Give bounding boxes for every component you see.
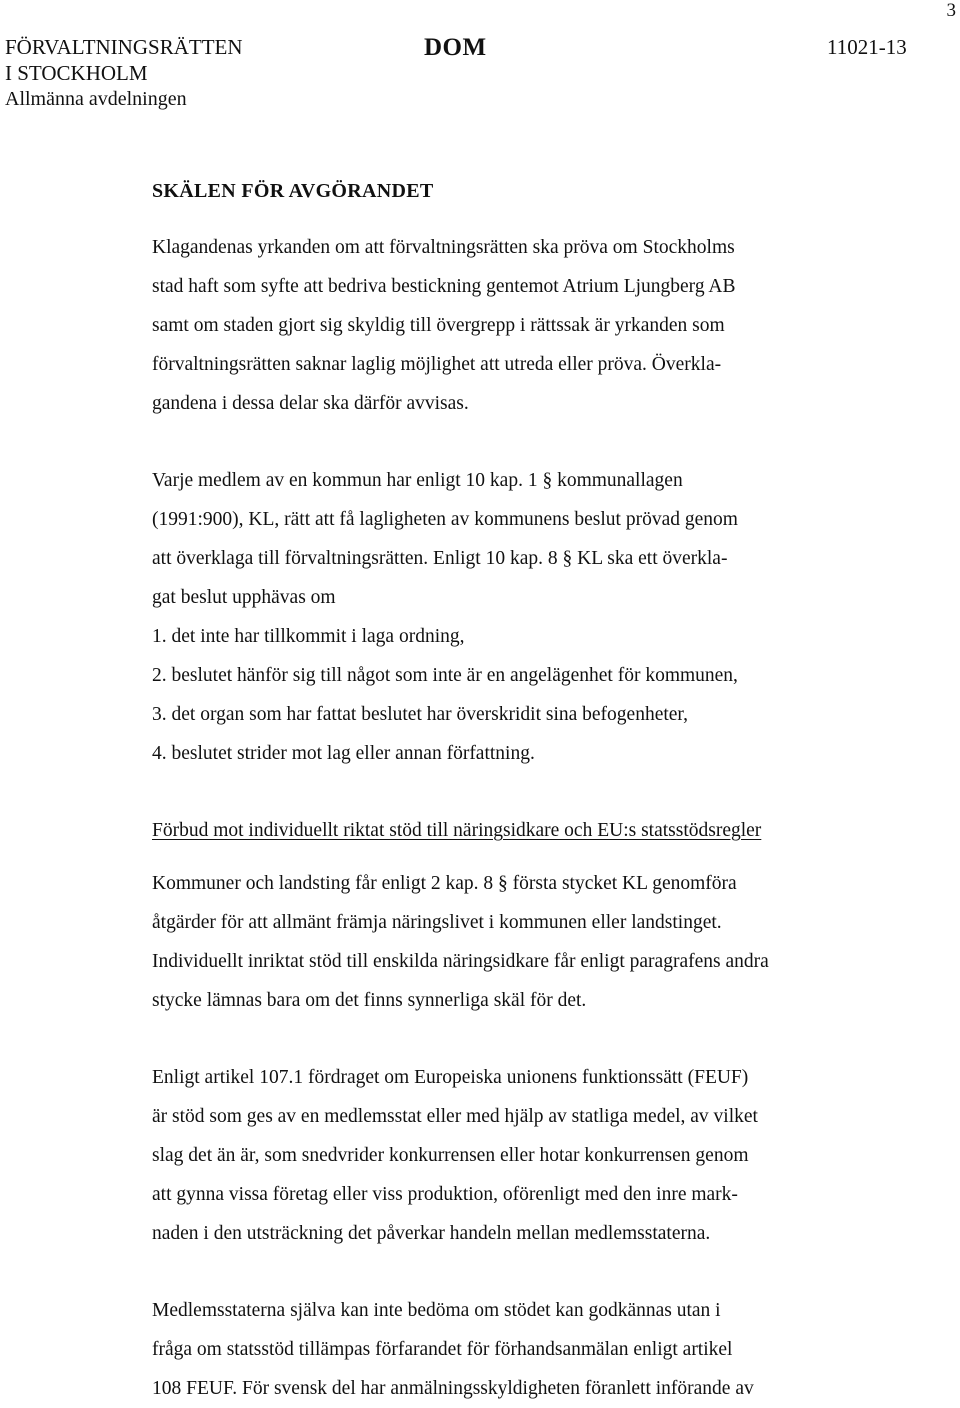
text-line: Kommuner och landsting får enligt 2 kap. 8 § första stycket KL genomföra [152, 873, 737, 894]
paragraph-dismissal [152, 228, 902, 423]
text-line: Varje medlem av en kommun har enligt 10 kap. 1 § kommunallagen [152, 470, 683, 491]
text-line: slag det än är, som snedvrider konkurrensen eller hotar konkurrensen genom [152, 1145, 749, 1166]
case-number: 11021-13 [827, 35, 907, 59]
paragraph-spacer [152, 423, 902, 461]
text-line: samt om staden gjort sig skyldig till övergrepp i rättssak är yrkanden som [152, 315, 725, 336]
list-item: 2. beslutet hänför sig till något som inte är en angelägenhet för kommunen, [152, 665, 738, 686]
text-line: att gynna vissa företag eller viss produktion, oförenligt med den inre mark- [152, 1184, 738, 1205]
text-line: fråga om statsstöd tillämpas förfarandet för förhandsanmälan enligt artikel [152, 1339, 733, 1360]
paragraph-spacer [152, 773, 902, 811]
paragraph-spacer [152, 1253, 902, 1291]
text-line: är stöd som ges av en medlemsstat eller med hjälp av statliga medel, av vilket [152, 1106, 758, 1127]
court-name-line2: I STOCKHOLM [5, 61, 148, 85]
list-item: 1. det inte har tillkommit i laga ordning, [152, 626, 465, 647]
text-line: åtgärder för att allmänt främja näringslivet i kommunen eller landstinget. [152, 912, 722, 933]
paragraph-municipal-support [152, 864, 902, 1020]
paragraph-feuf-article [152, 1058, 902, 1253]
text-line: 108 FEUF. För svensk del har anmälningsskyldigheten föranlett införande av [152, 1378, 754, 1399]
text-line: Medlemsstaterna själva kan inte bedöma om stödet kan godkännas utan i [152, 1300, 721, 1321]
document-type: DOM [424, 34, 487, 61]
paragraph-notification [152, 1291, 902, 1408]
text-line: stad haft som syfte att bedriva bestickning gentemot Atrium Ljungberg AB [152, 276, 736, 297]
text-line: naden i den utsträckning det påverkar handeln mellan medlemsstaterna. [152, 1223, 711, 1244]
list-item: 3. det organ som har fattat beslutet har överskridit sina befogenheter, [152, 704, 689, 725]
paragraph-right-to-appeal [152, 461, 902, 617]
text-line: att överklaga till förvaltningsrätten. Enligt 10 kap. 8 § KL ska ett överkla- [152, 548, 728, 569]
paragraph-spacer [152, 1020, 902, 1058]
court-name-line1: FÖRVALTNINGSRÄTTEN [5, 35, 243, 59]
list-item: 4. beslutet strider mot lag eller annan författning. [152, 743, 535, 764]
text-line: Enligt artikel 107.1 fördraget om Europeiska unionens funktionssätt (FEUF) [152, 1067, 749, 1088]
text-line: förvaltningsrätten saknar laglig möjlighet att utreda eller pröva. Överkla- [152, 354, 722, 375]
text-line: Individuellt inriktat stöd till enskilda näringsidkare får enligt paragrafens andra [152, 951, 769, 972]
court-header [5, 34, 243, 112]
grounds-list [152, 617, 902, 773]
text-line: stycke lämnas bara om det finns synnerliga skäl för det. [152, 990, 587, 1011]
page-number: 3 [946, 0, 956, 21]
text-line: (1991:900), KL, rätt att få lagligheten av kommunens beslut prövad genom [152, 509, 738, 530]
court-division: Allmänna avdelningen [5, 88, 187, 110]
text-line: gandena i dessa delar ska därför avvisas. [152, 393, 469, 414]
subheading-state-aid: Förbud mot individuellt riktat stöd till näringsidkare och EU:s statsstödsregler [152, 820, 762, 841]
text-line: gat beslut upphävas om [152, 587, 336, 608]
section-heading: SKÄLEN FÖR AVGÖRANDET [152, 180, 434, 202]
text-line: Klagandenas yrkanden om att förvaltningsrätten ska pröva om Stockholms [152, 237, 735, 258]
document-body [152, 172, 902, 1408]
